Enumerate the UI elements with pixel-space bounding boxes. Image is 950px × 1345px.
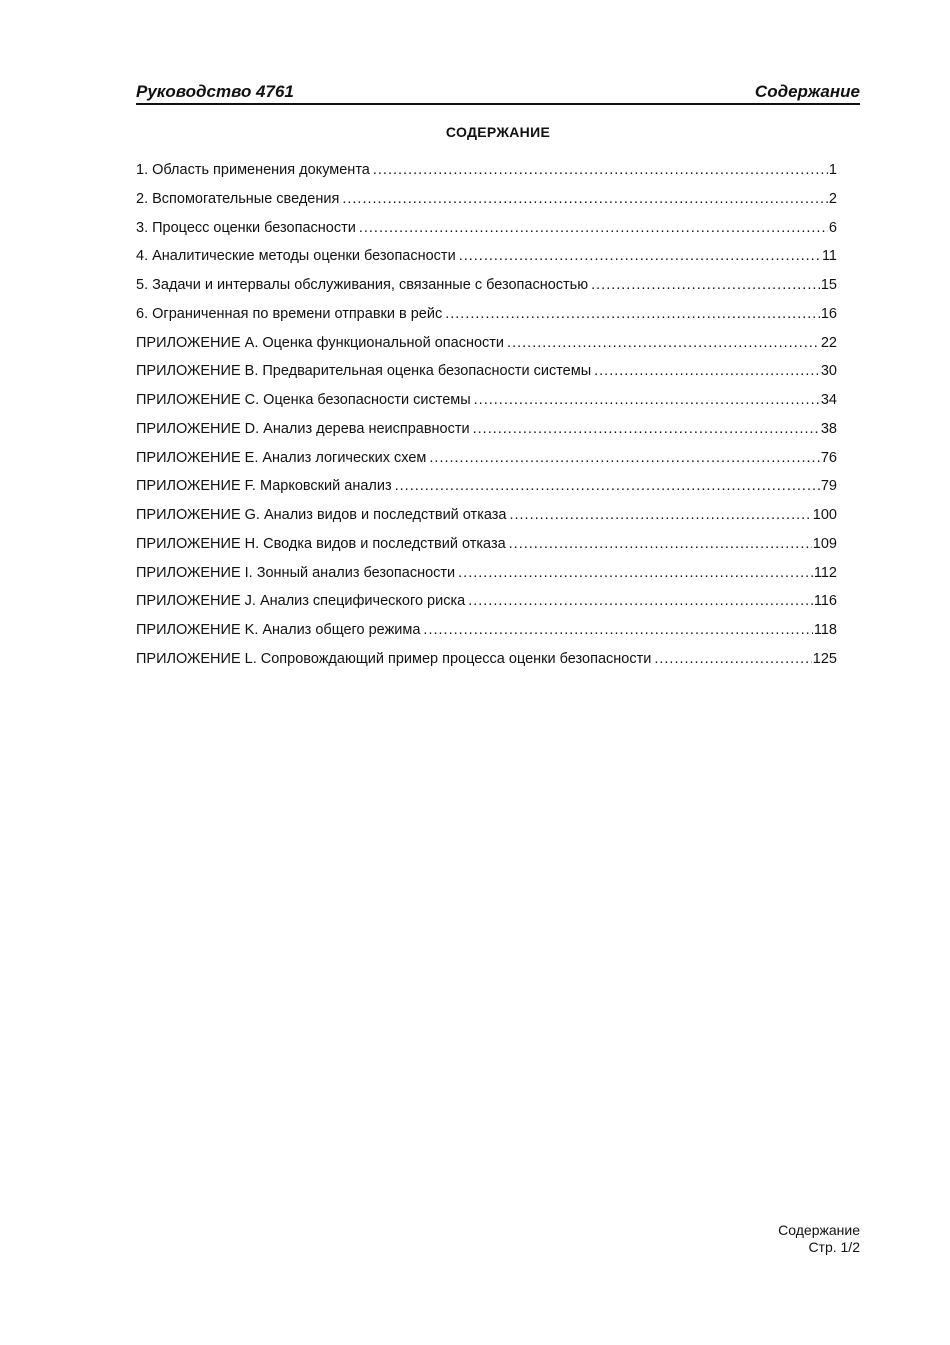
dot-leader — [423, 622, 812, 638]
toc-entry-page: 2 — [828, 190, 837, 207]
toc-entry-page: 76 — [820, 449, 837, 466]
toc-entry-page: 22 — [820, 334, 837, 351]
dot-leader — [459, 248, 821, 264]
section-title: Содержание — [754, 82, 860, 101]
toc-entry[interactable] — [136, 363, 837, 392]
toc-entry-page: 34 — [820, 392, 837, 408]
toc-entry-label: 6. Ограниченная по времени отправки в рейс — [136, 305, 443, 322]
toc-entry[interactable] — [136, 220, 837, 249]
table-of-contents — [136, 162, 837, 680]
dot-leader — [395, 478, 820, 494]
toc-entry-label: 4. Аналитические методы оценки безопасности — [136, 248, 456, 265]
toc-entry-label: ПРИЛОЖЕНИЕ K. Анализ общего режима — [136, 622, 421, 638]
dot-leader — [429, 450, 819, 466]
toc-entry-label: ПРИЛОЖЕНИЕ D. Анализ дерева неисправности — [136, 420, 470, 437]
page-header — [136, 82, 860, 105]
dot-leader — [342, 191, 828, 207]
toc-entry-page: 16 — [820, 305, 837, 322]
toc-entry-label: 2. Вспомогательные сведения — [136, 190, 340, 207]
footer-section: Содержание — [778, 1222, 860, 1238]
toc-entry[interactable] — [136, 248, 837, 277]
toc-entry-label: 1. Область применения документа — [136, 162, 370, 178]
dot-leader — [468, 593, 813, 609]
dot-leader — [594, 363, 820, 379]
dot-leader — [509, 536, 812, 552]
toc-entry-label: ПРИЛОЖЕНИЕ E. Анализ логических схем — [136, 449, 427, 466]
toc-entry-page: 11 — [821, 248, 837, 265]
toc-entry[interactable] — [136, 191, 837, 220]
toc-entry[interactable] — [136, 478, 837, 507]
toc-entry-page: 116 — [813, 593, 837, 610]
dot-leader — [373, 162, 828, 178]
toc-entry[interactable] — [136, 421, 837, 450]
dot-leader — [473, 421, 820, 437]
toc-entry-label: 5. Задачи и интервалы обслуживания, связанные с безопасностью — [136, 277, 589, 293]
toc-entry[interactable] — [136, 507, 837, 536]
toc-entry-label: ПРИЛОЖЕНИЕ B. Предварительная оценка безопасности системы — [136, 363, 592, 380]
toc-entry-page: 30 — [820, 363, 837, 380]
toc-entry-label: ПРИЛОЖЕНИЕ A. Оценка функциональной опасности — [136, 334, 505, 351]
document-title: Руководство 4761 — [136, 82, 294, 101]
toc-entry-label: ПРИЛОЖЕНИЕ C. Оценка безопасности системы — [136, 392, 471, 408]
toc-entry-page: 15 — [820, 277, 837, 293]
toc-entry-label: ПРИЛОЖЕНИЕ H. Сводка видов и последствий отказа — [136, 535, 506, 552]
toc-entry[interactable] — [136, 651, 837, 680]
dot-leader — [507, 335, 820, 351]
footer-page-number: Стр. 1/2 — [808, 1239, 860, 1255]
dot-leader — [509, 507, 811, 523]
toc-heading: СОДЕРЖАНИЕ — [445, 124, 551, 140]
toc-entry-page: 1 — [828, 162, 837, 178]
toc-entry-page: 112 — [813, 564, 837, 581]
toc-entry-page: 38 — [820, 420, 837, 437]
dot-leader — [654, 651, 811, 667]
dot-leader — [474, 392, 820, 408]
toc-entry[interactable] — [136, 277, 837, 306]
toc-entry-label: ПРИЛОЖЕНИЕ G. Анализ видов и последствий отказа — [136, 507, 507, 523]
toc-entry[interactable] — [136, 622, 837, 651]
dot-leader — [359, 220, 828, 236]
toc-entry-label: ПРИЛОЖЕНИЕ L. Сопровождающий пример процесса оценки безопасности — [136, 650, 652, 667]
toc-entry-page: 118 — [813, 622, 837, 638]
toc-entry[interactable] — [136, 593, 837, 622]
toc-entry[interactable] — [136, 306, 837, 335]
toc-entry[interactable] — [136, 392, 837, 421]
dot-leader — [445, 306, 820, 322]
toc-entry[interactable] — [136, 565, 837, 594]
toc-entry-label: ПРИЛОЖЕНИЕ I. Зонный анализ безопасности — [136, 564, 456, 581]
toc-entry[interactable] — [136, 335, 837, 364]
toc-entry[interactable] — [136, 162, 837, 191]
toc-entry[interactable] — [136, 536, 837, 565]
toc-entry-label: ПРИЛОЖЕНИЕ F. Марковский анализ — [136, 478, 392, 495]
toc-entry-page: 100 — [812, 507, 837, 523]
toc-entry-page: 109 — [812, 535, 837, 552]
toc-entry[interactable] — [136, 450, 837, 479]
toc-entry-page: 125 — [812, 650, 837, 667]
dot-leader — [591, 277, 820, 293]
toc-entry-label: ПРИЛОЖЕНИЕ J. Анализ специфического риска — [136, 593, 466, 610]
dot-leader — [458, 565, 813, 581]
page-footer — [778, 1222, 860, 1256]
toc-entry-page: 6 — [828, 219, 837, 236]
toc-entry-page: 79 — [820, 478, 837, 495]
toc-entry-label: 3. Процесс оценки безопасности — [136, 219, 356, 236]
